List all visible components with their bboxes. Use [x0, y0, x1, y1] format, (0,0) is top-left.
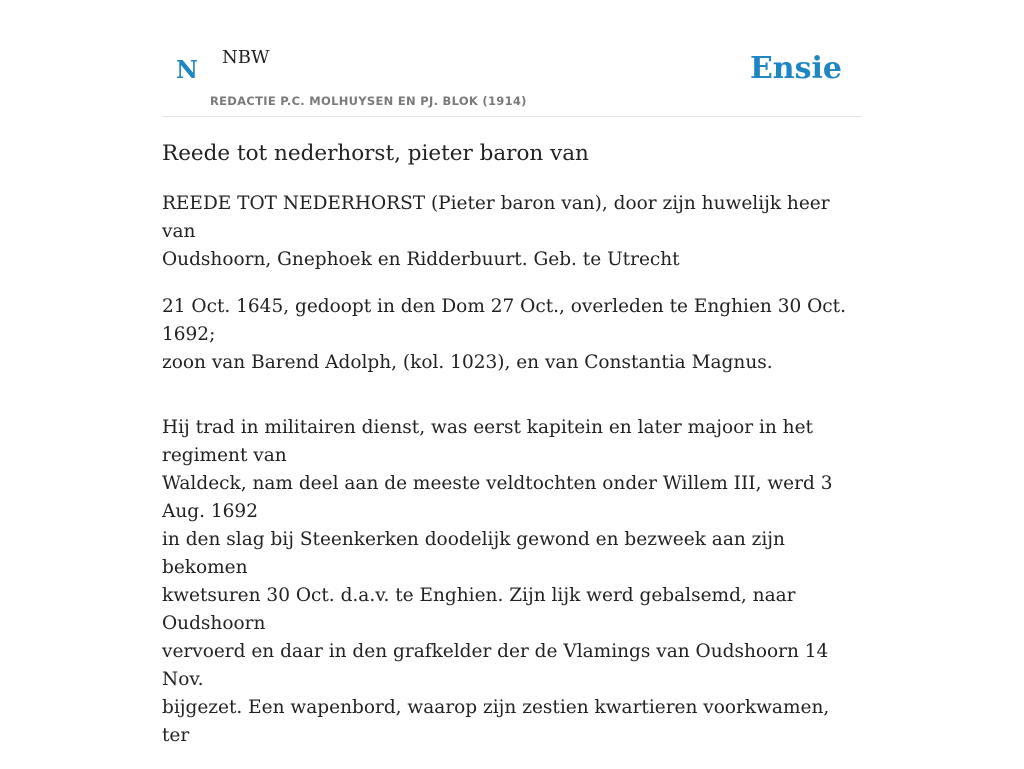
ensie-brand-logo[interactable]: Ensie: [749, 51, 842, 86]
article-paragraph: Hij trad in militairen dienst, was eerst kapitein en later majoor in het regiment van Waldeck, nam deel aan de meeste veldtochten onder Willem III, werd 3 Aug. 1692 in den slag bij Steenkerken doodelijk gewond en bezweek aan zijn bekomen kwetsuren 30 Oct. d.a.v. te Enghien. Zijn lijk werd gebalsemd, naar Oudshoorn vervoerd en daar in den grafkelder der de Vlamings van Oudshoorn 14 Nov. bijgezet. Een wapenbord, waarop zijn zestien kwartieren voorkwamen, ter: [162, 417, 833, 746]
source-header: [162, 0, 862, 117]
source-logo-link[interactable]: N: [176, 55, 198, 84]
article-content: [162, 138, 862, 769]
source-editors: REDACTIE P.C. MOLHUYSEN EN PJ. BLOK (1914): [210, 94, 527, 108]
article-title: Reede tot nederhorst, pieter baron van: [162, 141, 589, 166]
article-paragraph: REEDE TOT NEDERHORST (Pieter baron van), door zijn huwelijk heer van Oudshoorn, Gnephoek en Ridderbuurt. Geb. te Utrecht: [162, 193, 830, 270]
article-paragraph: 21 Oct. 1645, gedoopt in den Dom 27 Oct., overleden te Enghien 30 Oct. 1692; zoon van Barend Adolph, (kol. 1023), en van Constantia Magnus.: [162, 296, 846, 373]
source-name[interactable]: NBW: [222, 47, 270, 68]
